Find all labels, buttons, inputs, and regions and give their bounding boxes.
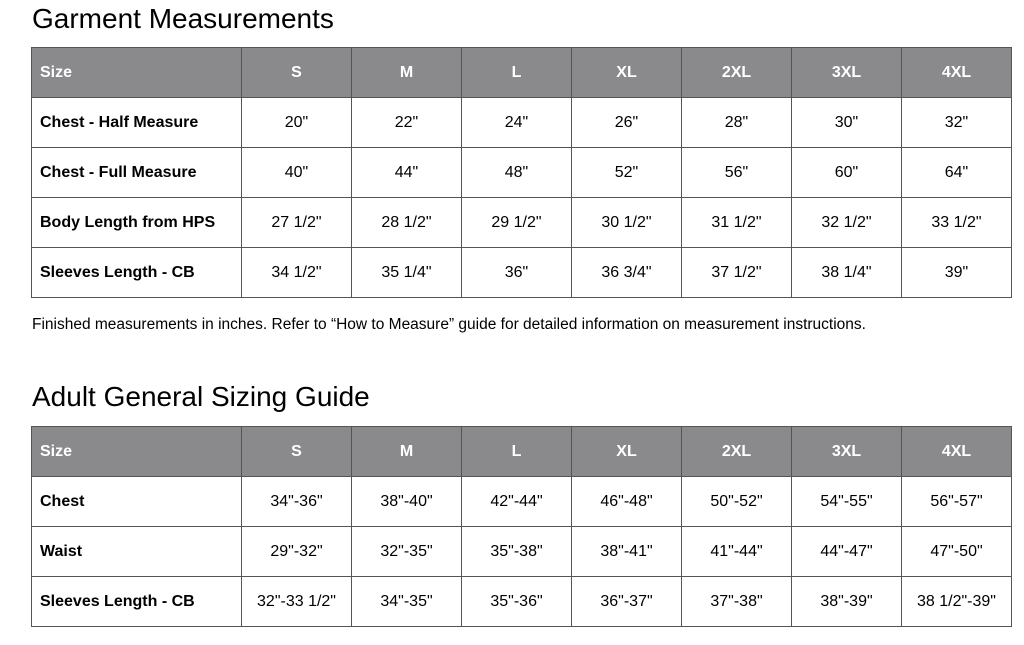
- adult-sizing-guide-table: [31, 426, 1012, 627]
- table-cell: 26": [572, 98, 682, 148]
- table-cell: 32": [902, 98, 1012, 148]
- table-header-row: [32, 427, 1012, 477]
- table-cell: 31 1/2": [682, 198, 792, 248]
- table-cell: 33 1/2": [902, 198, 1012, 248]
- column-header: S: [242, 48, 352, 98]
- measurement-note: Finished measurements in inches. Refer to “How to Measure” guide for detailed information on measurement instructions.: [32, 316, 866, 333]
- column-header: 3XL: [792, 427, 902, 477]
- table-cell: 37"-38": [682, 577, 792, 627]
- column-header: XL: [572, 427, 682, 477]
- table-cell: 30 1/2": [572, 198, 682, 248]
- table-cell: 44": [352, 148, 462, 198]
- table-cell: 34 1/2": [242, 248, 352, 298]
- table-cell: 36"-37": [572, 577, 682, 627]
- table-cell: 36 3/4": [572, 248, 682, 298]
- table-row: [32, 577, 1012, 627]
- table-cell: 27 1/2": [242, 198, 352, 248]
- table-cell: 38 1/4": [792, 248, 902, 298]
- row-label: Sleeves Length - CB: [32, 577, 242, 627]
- row-label: Sleeves Length - CB: [32, 248, 242, 298]
- row-label: Body Length from HPS: [32, 198, 242, 248]
- column-header: 2XL: [682, 427, 792, 477]
- adult-sizing-guide-title: Adult General Sizing Guide: [32, 381, 370, 412]
- table-cell: 60": [792, 148, 902, 198]
- table-cell: 56"-57": [902, 477, 1012, 527]
- table-cell: 47"-50": [902, 527, 1012, 577]
- table-cell: 29"-32": [242, 527, 352, 577]
- column-header: Size: [32, 427, 242, 477]
- table-cell: 35"-38": [462, 527, 572, 577]
- table-cell: 44"-47": [792, 527, 902, 577]
- column-header: 2XL: [682, 48, 792, 98]
- table-cell: 52": [572, 148, 682, 198]
- table-row: [32, 527, 1012, 577]
- table-cell: 35"-36": [462, 577, 572, 627]
- table-cell: 24": [462, 98, 572, 148]
- column-header: L: [462, 48, 572, 98]
- row-label: Waist: [32, 527, 242, 577]
- table-row: [32, 477, 1012, 527]
- table-cell: 64": [902, 148, 1012, 198]
- table-cell: 30": [792, 98, 902, 148]
- table-cell: 38 1/2"-39": [902, 577, 1012, 627]
- table-cell: 34"-35": [352, 577, 462, 627]
- table-cell: 32"-35": [352, 527, 462, 577]
- table-cell: 38"-39": [792, 577, 902, 627]
- table-header-row: [32, 48, 1012, 98]
- table-cell: 38"-40": [352, 477, 462, 527]
- table-cell: 40": [242, 148, 352, 198]
- column-header: M: [352, 427, 462, 477]
- column-header: L: [462, 427, 572, 477]
- table-cell: 34"-36": [242, 477, 352, 527]
- table-cell: 42"-44": [462, 477, 572, 527]
- table-row: [32, 198, 1012, 248]
- garment-measurements-title: Garment Measurements: [32, 3, 334, 34]
- table-cell: 39": [902, 248, 1012, 298]
- table-cell: 32 1/2": [792, 198, 902, 248]
- table-cell: 54"-55": [792, 477, 902, 527]
- table-row: [32, 98, 1012, 148]
- column-header: 3XL: [792, 48, 902, 98]
- table-cell: 38"-41": [572, 527, 682, 577]
- row-label: Chest - Half Measure: [32, 98, 242, 148]
- table-row: [32, 148, 1012, 198]
- table-cell: 35 1/4": [352, 248, 462, 298]
- table-cell: 41"-44": [682, 527, 792, 577]
- column-header: 4XL: [902, 427, 1012, 477]
- garment-measurements-table: [31, 47, 1012, 298]
- column-header: Size: [32, 48, 242, 98]
- column-header: XL: [572, 48, 682, 98]
- column-header: S: [242, 427, 352, 477]
- table-cell: 32"-33 1/2": [242, 577, 352, 627]
- table-cell: 48": [462, 148, 572, 198]
- row-label: Chest: [32, 477, 242, 527]
- table-cell: 20": [242, 98, 352, 148]
- column-header: M: [352, 48, 462, 98]
- table-cell: 28 1/2": [352, 198, 462, 248]
- table-cell: 46"-48": [572, 477, 682, 527]
- table-cell: 56": [682, 148, 792, 198]
- table-cell: 37 1/2": [682, 248, 792, 298]
- table-cell: 50"-52": [682, 477, 792, 527]
- table-cell: 29 1/2": [462, 198, 572, 248]
- table-cell: 36": [462, 248, 572, 298]
- column-header: 4XL: [902, 48, 1012, 98]
- table-cell: 22": [352, 98, 462, 148]
- table-row: [32, 248, 1012, 298]
- table-cell: 28": [682, 98, 792, 148]
- row-label: Chest - Full Measure: [32, 148, 242, 198]
